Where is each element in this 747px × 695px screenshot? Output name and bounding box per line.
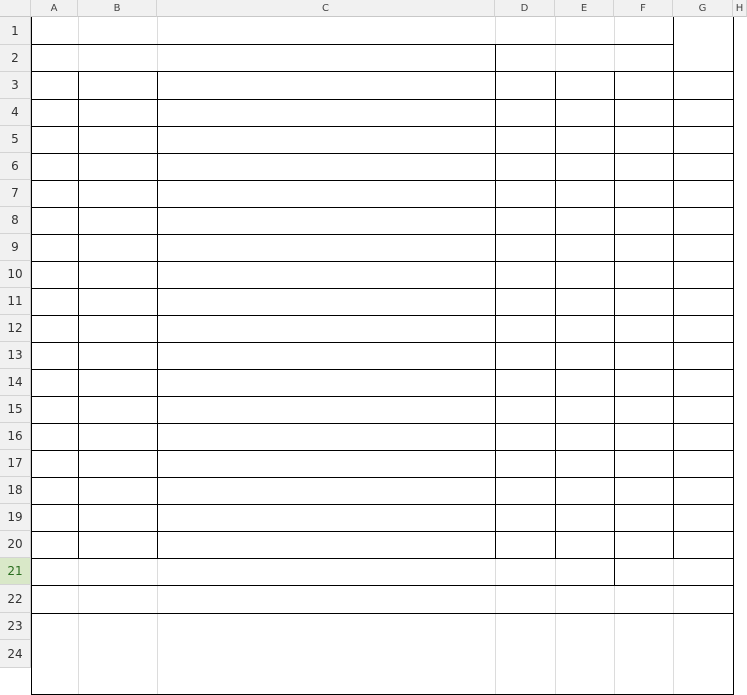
column-header-g[interactable]: G [673, 0, 733, 17]
border-line [31, 180, 734, 181]
item-total[interactable] [614, 288, 673, 315]
item-note[interactable] [673, 153, 733, 180]
border-line [31, 261, 734, 262]
item-seq[interactable] [31, 153, 78, 180]
item-name[interactable] [78, 369, 157, 396]
item-price[interactable] [495, 99, 555, 126]
item-seq[interactable] [31, 126, 78, 153]
row-header-20[interactable]: 20 [0, 531, 31, 558]
column-header-b[interactable]: B [78, 0, 157, 17]
item-name[interactable] [78, 180, 157, 207]
item-price[interactable] [495, 261, 555, 288]
item-qty[interactable] [555, 477, 614, 504]
item-name[interactable] [78, 288, 157, 315]
item-total[interactable] [614, 207, 673, 234]
item-price[interactable] [495, 153, 555, 180]
item-note[interactable] [673, 423, 733, 450]
item-price[interactable] [495, 531, 555, 558]
item-qty[interactable] [555, 504, 614, 531]
item-note[interactable] [673, 396, 733, 423]
item-total[interactable] [614, 396, 673, 423]
border-line [78, 72, 79, 558]
item-qty[interactable] [555, 234, 614, 261]
border-line [614, 72, 615, 558]
row-header-19[interactable]: 19 [0, 504, 31, 531]
item-seq[interactable] [31, 504, 78, 531]
item-note[interactable] [673, 504, 733, 531]
row-header-18[interactable]: 18 [0, 477, 31, 504]
row-header-11[interactable]: 11 [0, 288, 31, 315]
item-total[interactable] [614, 180, 673, 207]
row-header-13[interactable]: 13 [0, 342, 31, 369]
border-line [31, 44, 674, 45]
border-line [673, 72, 674, 558]
column-header-f[interactable]: F [614, 0, 673, 17]
item-total[interactable] [614, 234, 673, 261]
border-line [31, 342, 734, 343]
row-header-16[interactable]: 16 [0, 423, 31, 450]
item-name[interactable] [78, 396, 157, 423]
header-total[interactable] [614, 72, 673, 99]
border-line [31, 423, 734, 424]
border-line [31, 450, 734, 451]
sheet-title[interactable] [31, 17, 673, 45]
border-line [31, 126, 734, 127]
item-qty[interactable] [555, 99, 614, 126]
item-note[interactable] [673, 450, 733, 477]
item-qty[interactable] [555, 423, 614, 450]
border-line [31, 585, 734, 586]
item-seq[interactable] [31, 369, 78, 396]
header-seq[interactable] [31, 72, 78, 99]
item-price[interactable] [495, 423, 555, 450]
item-seq[interactable] [31, 99, 78, 126]
item-total[interactable] [614, 504, 673, 531]
item-name[interactable] [78, 423, 157, 450]
border-line [31, 315, 734, 316]
border-line [31, 613, 734, 614]
item-spec[interactable] [157, 315, 495, 342]
item-spec[interactable] [157, 261, 495, 288]
item-spec[interactable] [157, 288, 495, 315]
item-price[interactable] [495, 126, 555, 153]
row-header-21[interactable]: 21 [0, 558, 31, 585]
item-price[interactable] [495, 504, 555, 531]
item-note[interactable] [673, 342, 733, 369]
border-line [31, 477, 734, 478]
row-header-24[interactable]: 24 [0, 640, 31, 668]
column-header-h[interactable]: H [733, 0, 747, 17]
item-total[interactable] [614, 153, 673, 180]
item-price[interactable] [495, 369, 555, 396]
item-note[interactable] [673, 207, 733, 234]
item-note[interactable] [673, 315, 733, 342]
item-spec[interactable] [157, 477, 495, 504]
item-note[interactable] [673, 369, 733, 396]
item-note[interactable] [673, 261, 733, 288]
item-price[interactable] [495, 315, 555, 342]
border-line [31, 531, 734, 532]
item-seq[interactable] [31, 207, 78, 234]
item-total[interactable] [614, 423, 673, 450]
item-qty[interactable] [555, 207, 614, 234]
customer-name-label[interactable] [31, 45, 495, 72]
item-name[interactable] [78, 315, 157, 342]
item-seq[interactable] [31, 531, 78, 558]
border-line [31, 396, 734, 397]
item-qty[interactable] [555, 396, 614, 423]
item-spec[interactable] [157, 531, 495, 558]
row-header-15[interactable]: 15 [0, 396, 31, 423]
item-seq[interactable] [31, 396, 78, 423]
item-spec[interactable] [157, 234, 495, 261]
row-header-14[interactable]: 14 [0, 369, 31, 396]
item-spec[interactable] [157, 207, 495, 234]
border-line [673, 17, 674, 72]
row-header-3[interactable]: 3 [0, 72, 31, 99]
row-header-17[interactable]: 17 [0, 450, 31, 477]
item-name[interactable] [78, 207, 157, 234]
header-name[interactable] [78, 72, 157, 99]
item-seq[interactable] [31, 423, 78, 450]
item-note[interactable] [673, 288, 733, 315]
item-note[interactable] [673, 180, 733, 207]
header-qty[interactable] [555, 72, 614, 99]
border-line [495, 45, 496, 72]
item-spec[interactable] [157, 180, 495, 207]
border-line [31, 71, 734, 72]
item-total[interactable] [614, 342, 673, 369]
column-header-d[interactable]: D [495, 0, 555, 17]
row-header-23[interactable]: 23 [0, 613, 31, 640]
row-header-8[interactable]: 8 [0, 207, 31, 234]
item-spec[interactable] [157, 369, 495, 396]
item-name[interactable] [78, 531, 157, 558]
item-qty[interactable] [555, 342, 614, 369]
border-line [555, 72, 556, 558]
border-line [31, 17, 32, 695]
item-price[interactable] [495, 396, 555, 423]
item-name[interactable] [78, 504, 157, 531]
select-all-corner[interactable] [0, 0, 31, 17]
item-qty[interactable] [555, 369, 614, 396]
row-header-1[interactable]: 1 [0, 17, 31, 45]
row-header-10[interactable]: 10 [0, 261, 31, 288]
item-name[interactable] [78, 450, 157, 477]
item-qty[interactable] [555, 450, 614, 477]
header-note[interactable] [673, 72, 733, 99]
item-qty[interactable] [555, 180, 614, 207]
item-spec[interactable] [157, 450, 495, 477]
item-name[interactable] [78, 477, 157, 504]
item-seq[interactable] [31, 450, 78, 477]
item-qty[interactable] [555, 531, 614, 558]
item-price[interactable] [495, 207, 555, 234]
item-seq[interactable] [31, 234, 78, 261]
item-name[interactable] [78, 99, 157, 126]
border-line [31, 99, 734, 100]
border-line [31, 234, 734, 235]
row-header-4[interactable]: 4 [0, 99, 31, 126]
border-line [31, 288, 734, 289]
item-seq[interactable] [31, 288, 78, 315]
border-line [31, 153, 734, 154]
column-header-a[interactable]: A [31, 0, 78, 17]
border-line [31, 558, 734, 559]
item-price[interactable] [495, 288, 555, 315]
item-name[interactable] [78, 234, 157, 261]
item-note[interactable] [673, 99, 733, 126]
item-total[interactable] [614, 369, 673, 396]
item-price[interactable] [495, 234, 555, 261]
item-name[interactable] [78, 126, 157, 153]
item-spec[interactable] [157, 126, 495, 153]
border-line [733, 17, 734, 695]
border-line [495, 72, 496, 558]
item-seq[interactable] [31, 180, 78, 207]
sum-value[interactable] [614, 558, 733, 585]
item-total[interactable] [614, 99, 673, 126]
item-seq[interactable] [31, 261, 78, 288]
sum-label[interactable] [31, 558, 555, 585]
row-header-12[interactable]: 12 [0, 315, 31, 342]
item-price[interactable] [495, 342, 555, 369]
column-header-e[interactable]: E [555, 0, 614, 17]
row-header-22[interactable]: 22 [0, 585, 31, 613]
item-price[interactable] [495, 450, 555, 477]
header-spec[interactable] [157, 72, 495, 99]
item-note[interactable] [673, 126, 733, 153]
column-header-c[interactable]: C [157, 0, 495, 17]
item-spec[interactable] [157, 99, 495, 126]
item-note[interactable] [673, 234, 733, 261]
item-qty[interactable] [555, 315, 614, 342]
config-title[interactable] [31, 585, 733, 613]
border-line [614, 558, 615, 585]
item-qty[interactable] [555, 261, 614, 288]
item-name[interactable] [78, 153, 157, 180]
item-seq[interactable] [31, 477, 78, 504]
item-spec[interactable] [157, 342, 495, 369]
border-line [31, 207, 734, 208]
item-note[interactable] [673, 477, 733, 504]
row-header-6[interactable]: 6 [0, 153, 31, 180]
item-total[interactable] [614, 531, 673, 558]
item-spec[interactable] [157, 423, 495, 450]
item-price[interactable] [495, 477, 555, 504]
border-line [157, 72, 158, 558]
item-seq[interactable] [31, 315, 78, 342]
item-qty[interactable] [555, 153, 614, 180]
item-total[interactable] [614, 126, 673, 153]
shipping-note[interactable] [31, 640, 733, 668]
item-spec[interactable] [157, 396, 495, 423]
item-spec[interactable] [157, 504, 495, 531]
item-total[interactable] [614, 261, 673, 288]
item-price[interactable] [495, 180, 555, 207]
item-name[interactable] [78, 342, 157, 369]
item-seq[interactable] [31, 342, 78, 369]
item-spec[interactable] [157, 153, 495, 180]
item-qty[interactable] [555, 126, 614, 153]
item-name[interactable] [78, 261, 157, 288]
item-total[interactable] [614, 477, 673, 504]
border-line [31, 504, 734, 505]
item-qty[interactable] [555, 288, 614, 315]
border-line [31, 369, 734, 370]
item-note[interactable] [673, 531, 733, 558]
row-header-7[interactable]: 7 [0, 180, 31, 207]
row-header-2[interactable]: 2 [0, 45, 31, 72]
item-total[interactable] [614, 315, 673, 342]
item-total[interactable] [614, 450, 673, 477]
row-header-9[interactable]: 9 [0, 234, 31, 261]
row-header-5[interactable]: 5 [0, 126, 31, 153]
